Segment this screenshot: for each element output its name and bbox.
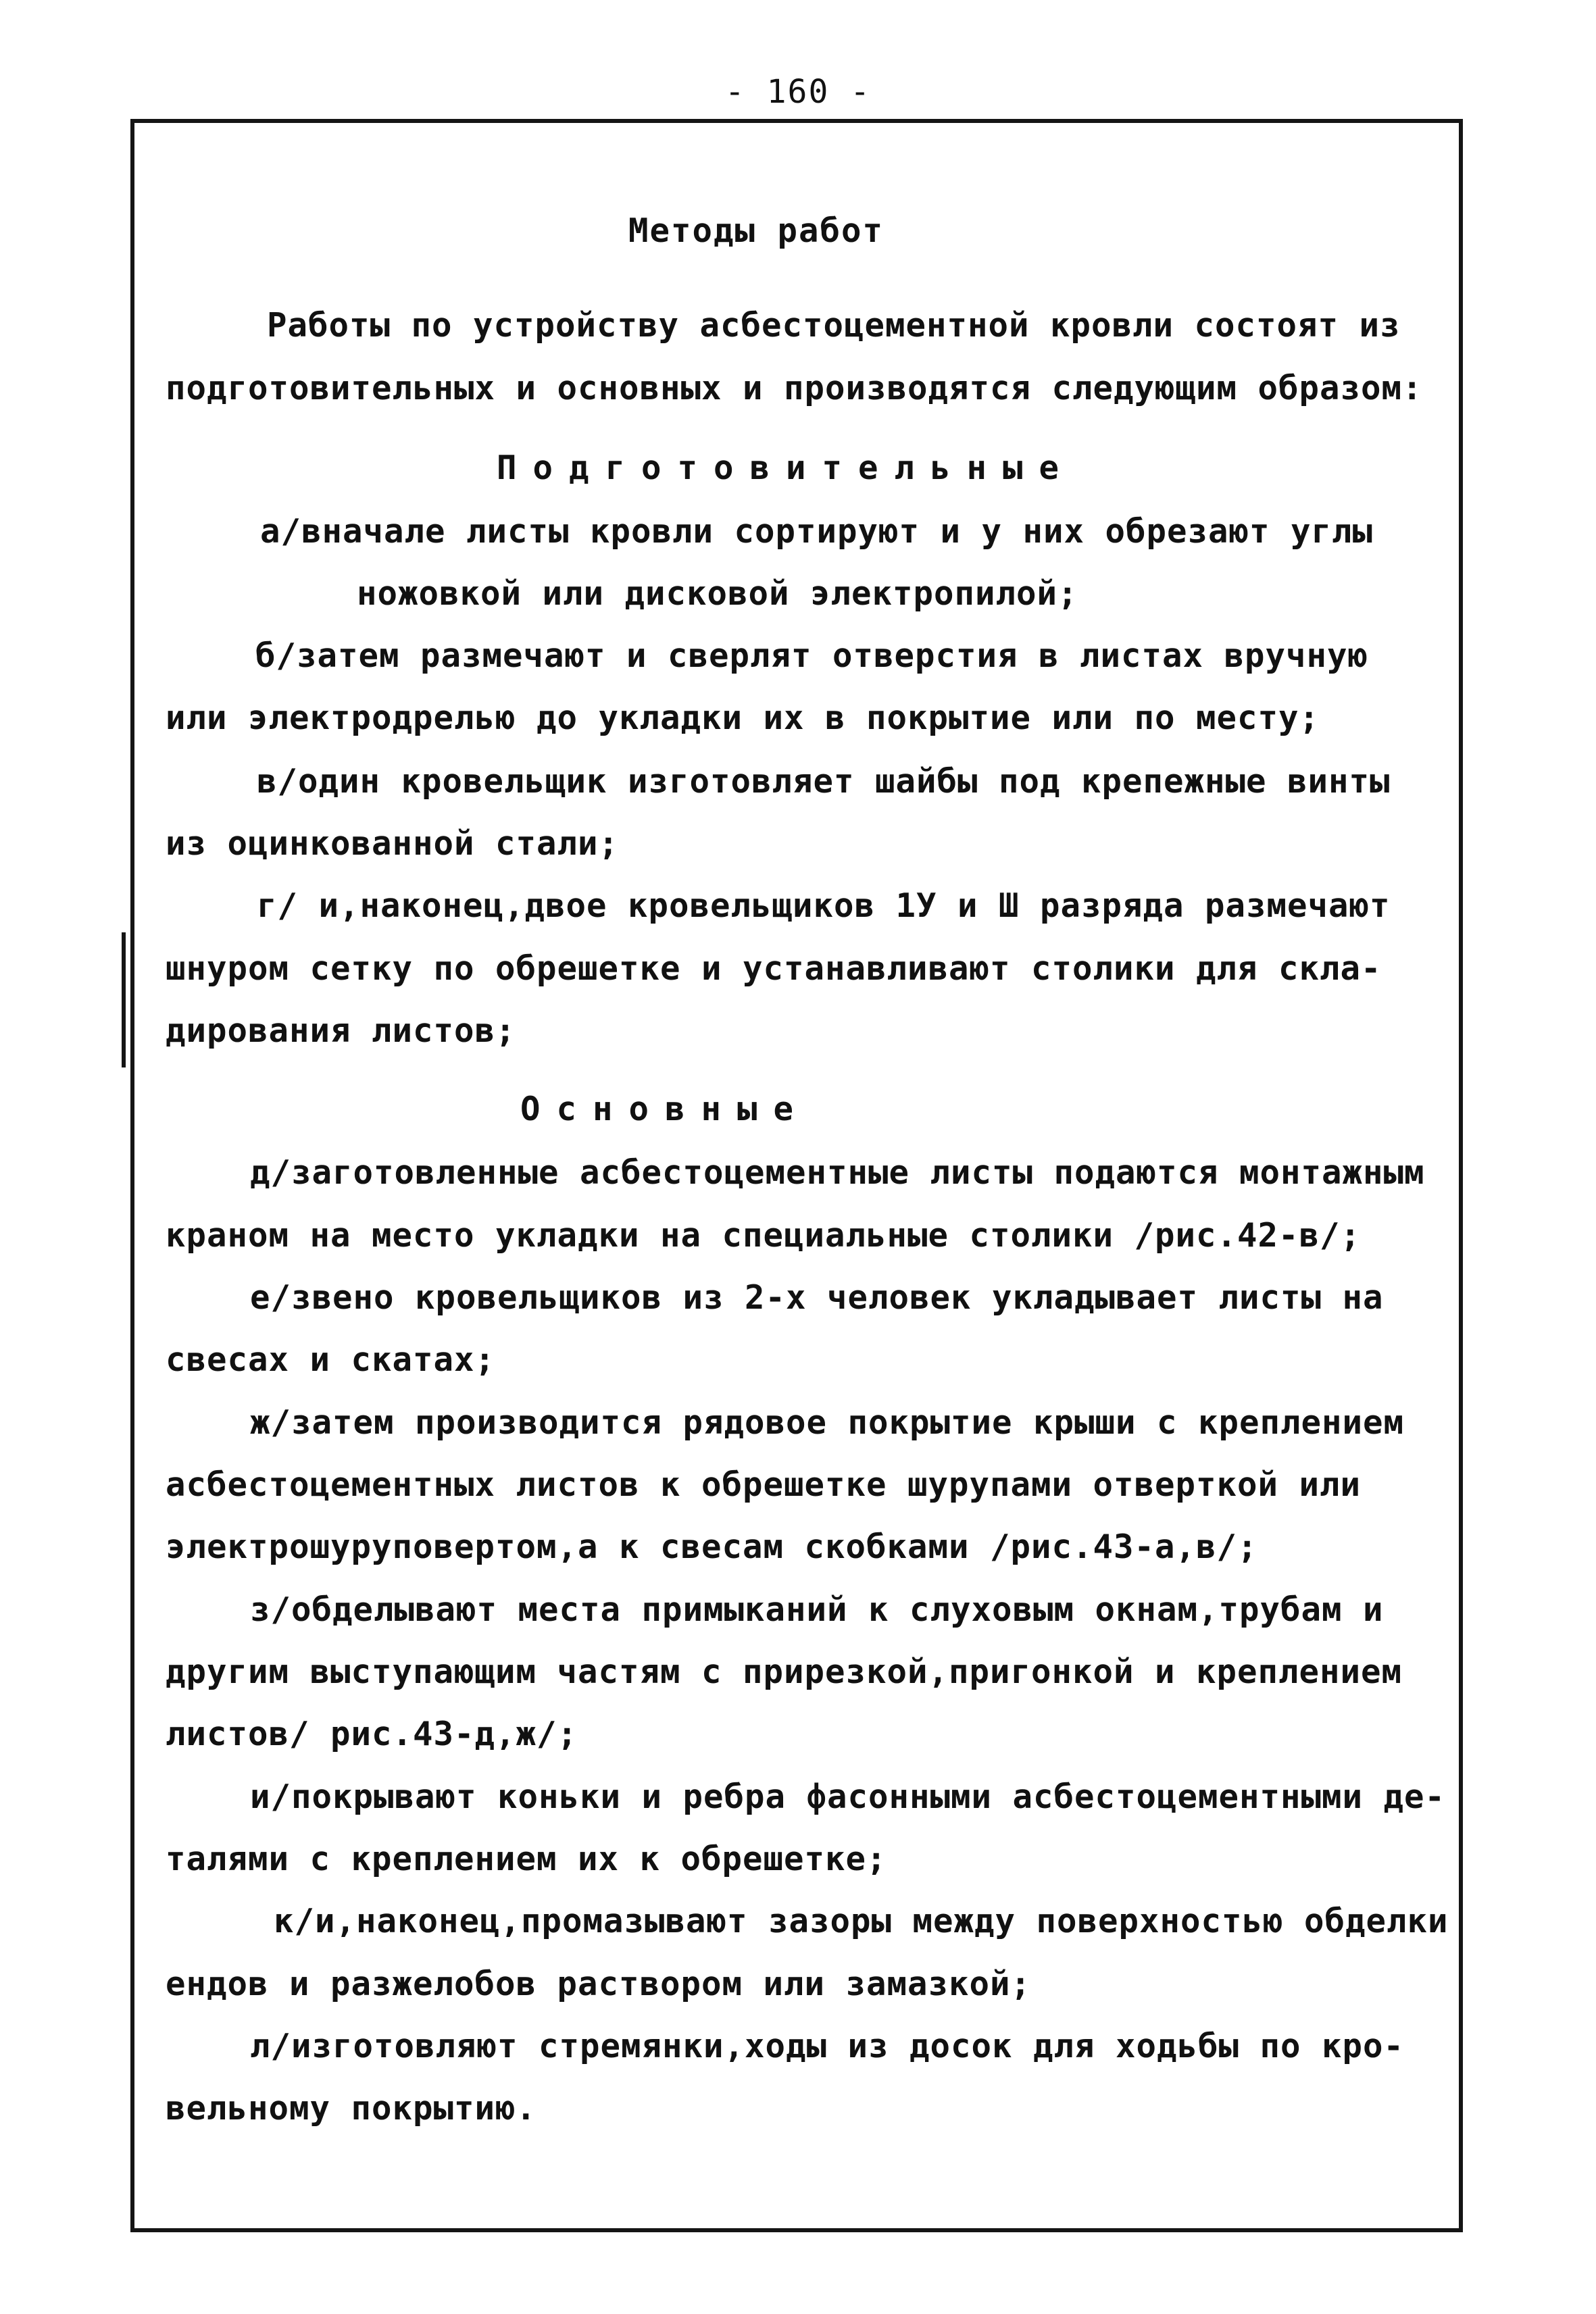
preparatory-line: б/затем размечают и сверлят отверстия в листах вручную (255, 636, 1369, 675)
preparatory-line: шнуром сетку по обрешетке и устанавливают столики для скла- (166, 949, 1382, 988)
preparatory-heading: Подготовительные (497, 449, 1076, 487)
section-title: Методы работ (628, 211, 884, 250)
main-line: свесах и скатах; (166, 1340, 496, 1379)
main-line: листов/ рис.43-д,ж/; (166, 1715, 578, 1753)
preparatory-line: или электродрелью до укладки их в покрытие или по месту; (166, 699, 1320, 737)
main-line: к/и,наконец,промазывают зазоры между поверхностью обделки (274, 1902, 1449, 1940)
preparatory-line: ножовкой или дисковой электропилой; (357, 574, 1078, 613)
preparatory-line: в/один кровельщик изготовляет шайбы под крепежные винты (257, 762, 1391, 801)
main-line: электрошуруповертом,а к свесам скобками /рис.43-а,в/; (166, 1528, 1258, 1566)
main-line: асбестоцементных листов к обрешетке шурупами отверткой или (166, 1465, 1362, 1504)
preparatory-line: из оцинкованной стали; (166, 824, 620, 863)
main-line: вельному покрытию. (166, 2089, 537, 2128)
preparatory-line: а/вначале листы кровли сортируют и у них обрезают углы (260, 512, 1374, 551)
main-line: и/покрывают коньки и ребра фасонными асбестоцементными де- (250, 1778, 1446, 1816)
intro-line: Работы по устройству асбестоцементной кровли состоят из (267, 306, 1401, 345)
main-heading: Основные (520, 1090, 810, 1128)
page-number: - 160 - (724, 73, 872, 111)
main-line: е/звено кровельщиков из 2-х человек укладывает листы на (250, 1278, 1384, 1317)
main-line: другим выступающим частям с прирезкой,пригонкой и креплением (166, 1653, 1403, 1691)
main-line: ж/затем производится рядовое покрытие крыши с креплением (250, 1403, 1405, 1442)
main-line: д/заготовленные асбестоцементные листы подаются монтажным (250, 1153, 1425, 1192)
intro-line: подготовительных и основных и производятся следующим образом: (166, 369, 1423, 407)
main-line: з/обделывают места примыканий к слуховым окнам,трубам и (250, 1590, 1384, 1629)
main-line: л/изготовляют стремянки,ходы из досок для ходьбы по кро- (250, 2027, 1405, 2065)
margin-mark (122, 932, 126, 1067)
preparatory-line: дирования листов; (166, 1011, 516, 1050)
main-line: ендов и разжелобов раствором или замазкой; (166, 1965, 1032, 2003)
main-line: краном на место укладки на специальные столики /рис.42-в/; (166, 1216, 1362, 1255)
preparatory-line: г/ и,наконец,двое кровельщиков 1У и Ш разряда размечают (257, 886, 1391, 925)
main-line: талями с креплением их к обрешетке; (166, 1840, 887, 1878)
